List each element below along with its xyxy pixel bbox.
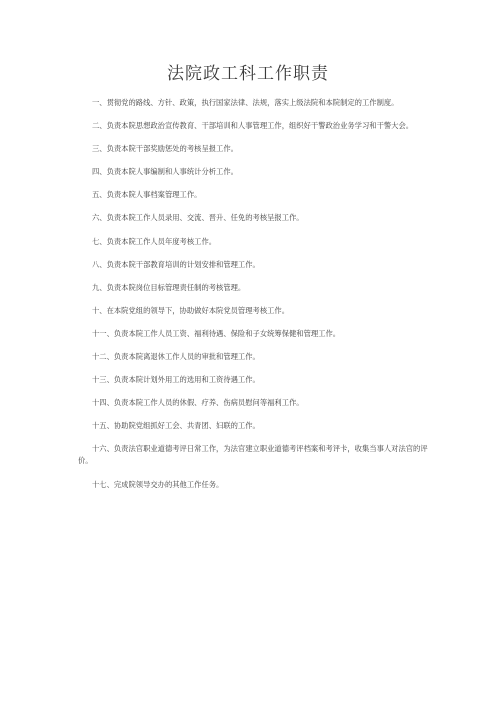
duty-item-4: 四、负责本院人事编制和人事统计分析工作。	[92, 167, 238, 177]
duty-item-14: 十四、负责本院工作人员的休假、疗养、伤病员慰问等福利工作。	[92, 398, 304, 408]
duty-item-6: 六、负责本院工作人员录用、交流、晋升、任免的考核呈报工作。	[92, 213, 304, 223]
duty-item-7: 七、负责本院工作人员年度考核工作。	[92, 236, 217, 246]
document-title: 法院政工科工作职责	[167, 64, 329, 84]
duty-item-9: 九、负责本院岗位目标管理责任制的考核管理。	[92, 282, 246, 292]
duty-list	[78, 97, 430, 502]
duty-item-8: 八、负责本院干部教育培训的计划安排和管理工作。	[92, 259, 260, 269]
duty-item-5: 五、负责本院人事档案管理工作。	[92, 190, 202, 200]
duty-item-1: 一、贯彻党的路线、方针、政策，执行国家法律、法规，落实上级法院和本院制定的工作制度。	[92, 98, 399, 107]
duty-item-13: 十三、负责本院计划外用工的选用和工资待遇工作。	[92, 375, 260, 385]
duty-item-15: 十五、协助院党组抓好工会、共青团、妇联的工作。	[92, 421, 260, 431]
duty-item-16: 十六、负责法官职业道德考评日常工作，为法官建立职业道德考评档案和考评卡，收集当事人对法官的评价。	[78, 444, 428, 466]
duty-item-11: 十一、负责本院工作人员工资、福利待遇、保险和子女统筹保健和管理工作。	[92, 328, 341, 338]
duty-item-2: 二、负责本院思想政治宣传教育、干部培训和人事管理工作，组织好干警政治业务学习和干警大会。	[92, 121, 414, 131]
duty-item-10: 十、在本院党组的领导下，协助做好本院党员管理考核工作。	[92, 305, 290, 315]
duty-item-17: 十七、完成院领导交办的其他工作任务。	[92, 479, 224, 489]
duty-item-12: 十二、负责本院离退休工作人员的审批和管理工作。	[92, 352, 260, 362]
duty-item-3: 三、负责本院干部奖励惩处的考核呈报工作。	[92, 144, 238, 154]
